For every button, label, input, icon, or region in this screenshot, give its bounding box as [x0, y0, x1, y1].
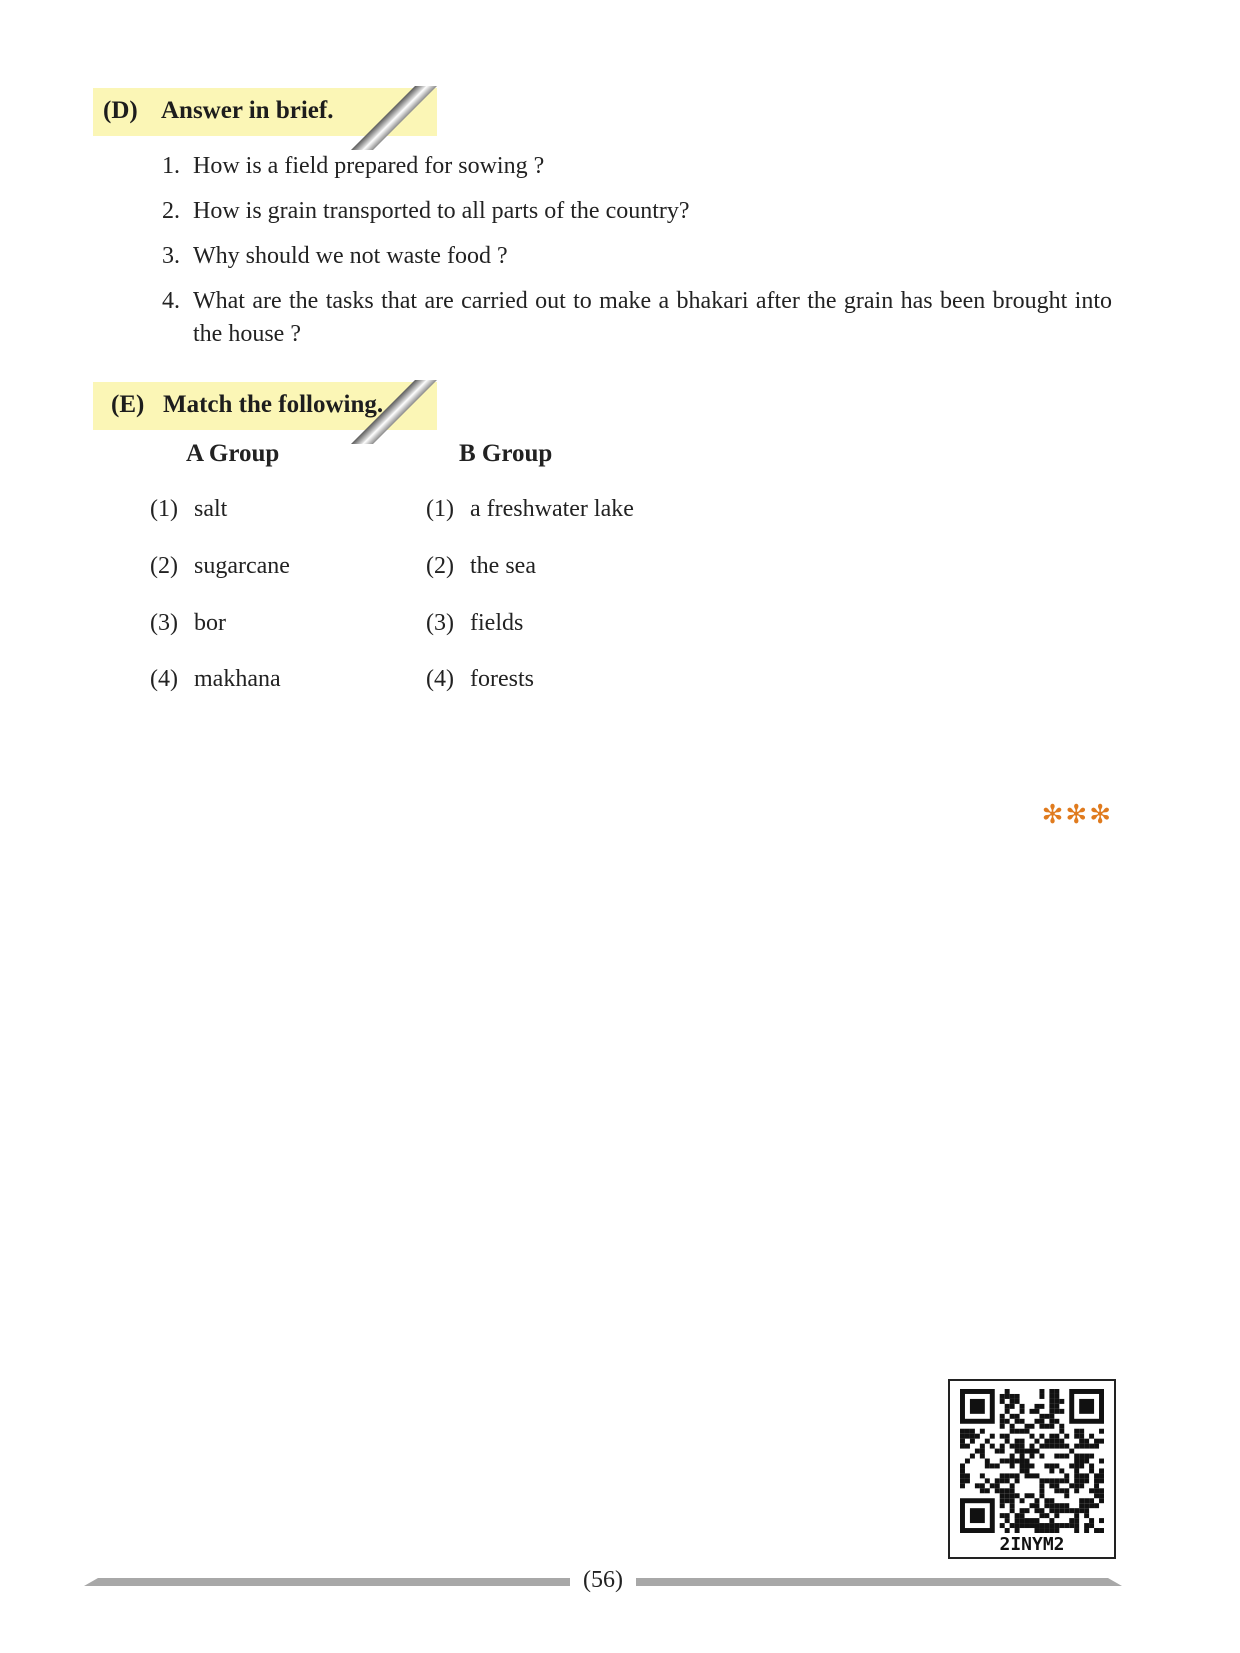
question-list	[162, 150, 1112, 363]
group-a-text: salt	[194, 496, 228, 522]
section-e-header	[93, 382, 465, 430]
group-a-cell	[150, 496, 227, 523]
question-text: Why should we not waste food ?	[193, 243, 508, 269]
group-a-cell	[150, 553, 290, 580]
group-a-text: makhana	[194, 666, 281, 692]
page-number: (56)	[583, 1567, 623, 1593]
group-b-heading: B Group	[459, 440, 553, 467]
group-a-text: sugarcane	[194, 553, 290, 579]
footer-bar-left	[84, 1578, 570, 1586]
group-a-number: (2)	[150, 553, 178, 579]
group-a-cell	[150, 666, 281, 693]
question-text: How is grain transported to all parts of the country?	[193, 198, 690, 224]
question-number: 4.	[162, 288, 180, 314]
group-b-cell	[426, 553, 536, 580]
group-a-number: (3)	[150, 610, 178, 636]
group-a-number: (1)	[150, 496, 178, 522]
question-item	[162, 240, 1112, 273]
end-stars-icon: ✻✻✻	[1041, 800, 1113, 830]
group-b-number: (3)	[426, 610, 454, 636]
section-d-letter: (D)	[103, 97, 138, 124]
group-b-text: fields	[470, 610, 524, 636]
group-b-cell	[426, 496, 634, 523]
question-number: 1.	[162, 153, 180, 179]
group-b-number: (4)	[426, 666, 454, 692]
section-e-title-text: Match the following.	[163, 391, 384, 418]
group-a-heading: A Group	[186, 440, 280, 467]
question-text: How is a field prepared for sowing ?	[193, 153, 545, 179]
question-number: 2.	[162, 198, 180, 224]
group-a-number: (4)	[150, 666, 178, 692]
section-e-title	[103, 391, 383, 419]
question-item	[162, 150, 1112, 183]
section-e-letter: (E)	[111, 391, 145, 418]
section-d-header	[93, 88, 465, 136]
group-b-cell	[426, 666, 534, 693]
question-item	[162, 195, 1112, 228]
qr-code-icon	[960, 1389, 1104, 1533]
group-b-text: forests	[470, 666, 534, 692]
section-d-title	[103, 97, 333, 125]
group-b-text: the sea	[470, 553, 536, 579]
question-text: What are the tasks that are carried out to make a bhakari after the grain has been brought into the house ?	[193, 288, 1112, 347]
question-item	[162, 285, 1112, 351]
question-number: 3.	[162, 243, 180, 269]
group-b-cell	[426, 610, 523, 637]
group-b-number: (2)	[426, 553, 454, 579]
qr-code	[948, 1379, 1116, 1559]
group-a-cell	[150, 610, 226, 637]
qr-code-label: 2INYM2	[999, 1534, 1065, 1555]
group-b-number: (1)	[426, 496, 454, 522]
group-b-text: a freshwater lake	[470, 496, 634, 522]
section-d-title-text: Answer in brief.	[161, 97, 334, 124]
footer-bar-right	[636, 1578, 1122, 1586]
group-a-text: bor	[194, 610, 226, 636]
